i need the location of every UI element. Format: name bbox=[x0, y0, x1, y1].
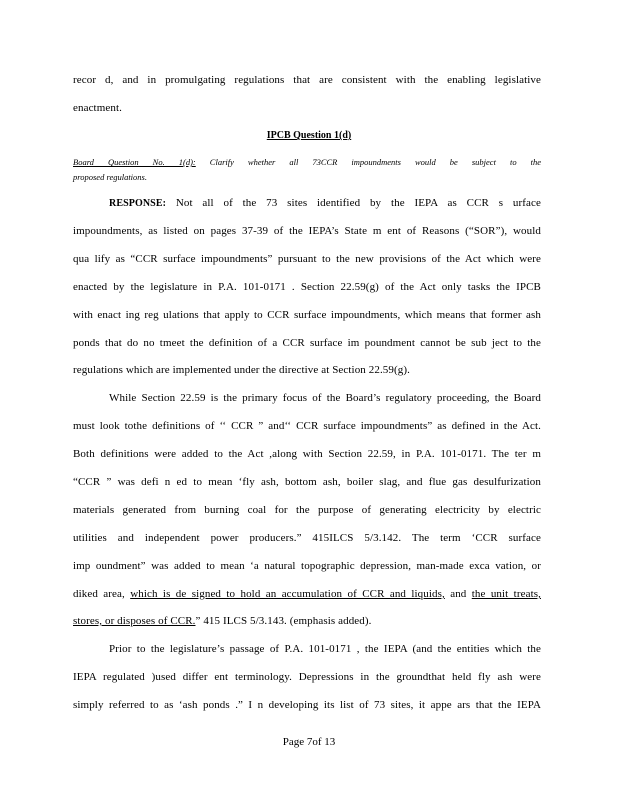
while-line-1: While Section 22.59 is the primary focus of the Board’s regulatory proceeding, the Board bbox=[109, 392, 541, 404]
response-line-2: impoundments, as listed on pages 37-39 of the IEPA’s State m ent of Reasons (“SOR”), would bbox=[73, 225, 541, 237]
while-line-8-underlined: which is de signed to hold an accumulation of CCR and liquids, bbox=[130, 588, 445, 600]
response-line-3: qua lify as “CCR surface impoundments” pursuant to the new provisions of the Act which were bbox=[73, 253, 541, 265]
response-line-6: ponds that do no tmeet the definition of a CCR surface im poundment cannot be sub ject to the bbox=[73, 337, 541, 349]
prior-line-1: Prior to the legislature’s passage of P.A. 101-0171 , the IEPA (and the entities which the bbox=[109, 643, 541, 655]
response-line-7: regulations which are implemented under the directive at Section 22.59(g). bbox=[73, 364, 410, 376]
while-line-3: Both definitions were added to the Act ,along with Section 22.59, in P.A. 101-0171. The ter m bbox=[73, 448, 541, 460]
prior-line-3: simply referred to as ‘ash ponds .” I n developing its list of 73 sites, it appe ars that the IEPA bbox=[73, 699, 541, 711]
response-line-4: enacted by the legislature in P.A. 101-0171 . Section 22.59(g) of the Act only tasks the IPCB bbox=[73, 281, 541, 293]
while-line-6: utilities and independent power producers.” 415ILCS 5/3.142. The term ‘CCR surface bbox=[73, 532, 541, 544]
while-line-8 bbox=[73, 587, 541, 601]
while-line-2: must look tothe definitions of ‘‘ CCR ” and‘‘ CCR surface impoundments” as defined in the Act. bbox=[73, 420, 541, 432]
board-question-line-1 bbox=[73, 156, 541, 168]
while-line-8-and: and bbox=[450, 588, 467, 600]
response-text: Not all of the 73 sites identified by the IEPA as CCR s urface bbox=[175, 197, 541, 209]
response-line-1 bbox=[109, 196, 541, 211]
while-line-9-end: ” 415 ILCS 5/3.143. (emphasis added). bbox=[195, 615, 372, 627]
board-question-line-2: proposed regulations. bbox=[73, 172, 147, 182]
intro-line-1: recor d, and in promulgating regulations that are consistent with the enabling legislative bbox=[73, 74, 541, 86]
while-line-9 bbox=[73, 614, 541, 628]
while-line-7: imp oundment” was added to mean ‘a natural topographic depression, man-made exca vation, or bbox=[73, 560, 541, 572]
while-line-8-tail: the unit treats, bbox=[471, 588, 541, 600]
while-line-5: materials generated from burning coal for the purpose of generating electricity by electric bbox=[73, 504, 541, 516]
section-heading: IPCB Question 1(d) bbox=[266, 130, 352, 141]
intro-line-2: enactment. bbox=[73, 102, 122, 114]
while-line-8-start: diked area, bbox=[73, 588, 125, 600]
while-line-4: “CCR ” was defi n ed to mean ‘fly ash, bottom ash, boiler slag, and flue gas desulfurization bbox=[73, 476, 541, 488]
prior-line-2: IEPA regulated )used differ ent terminology. Depressions in the groundthat held fly ash were bbox=[73, 671, 541, 683]
response-label: RESPONSE: bbox=[109, 198, 167, 209]
page-number: Page 7of 13 bbox=[282, 736, 336, 748]
board-question-label: Board Question No. 1(d): bbox=[73, 157, 196, 167]
while-line-9-underlined: stores, or disposes of CCR. bbox=[73, 615, 196, 627]
board-question-text: Clarify whether all 73CCR impoundments would be subject to the bbox=[209, 157, 541, 167]
response-line-5: with enact ing reg ulations that apply to CCR surface impoundments, which means that former ash bbox=[73, 309, 541, 321]
